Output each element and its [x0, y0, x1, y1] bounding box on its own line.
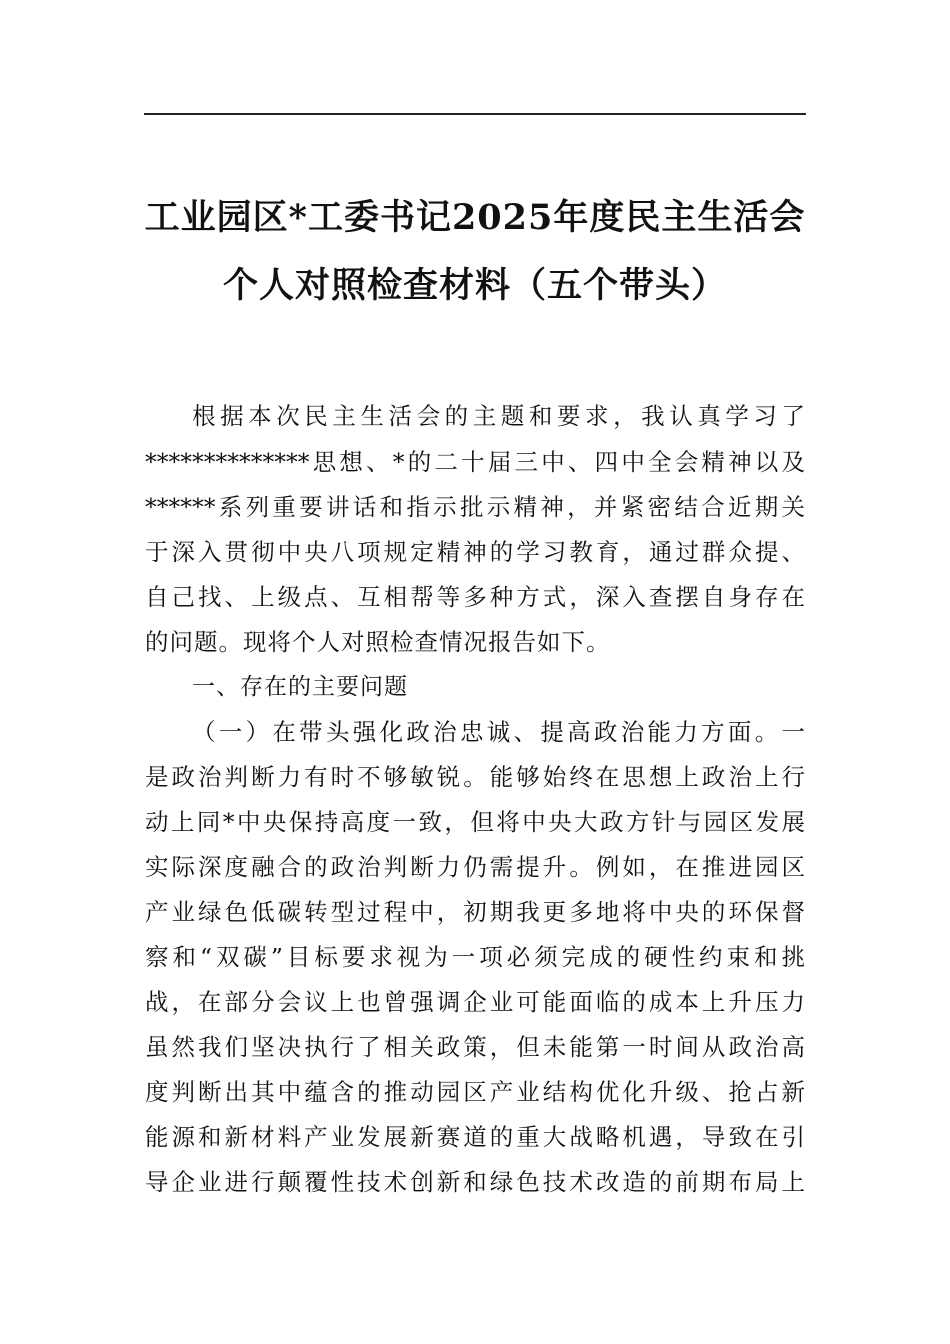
- title-line-2: 个人对照检查材料（五个带头）: [222, 265, 727, 306]
- title-line-1: 工业园区*工委书记2025年度民主生活会: [144, 197, 806, 238]
- body-line-7: 战，在部分会议上也曾强调企业可能面临的成本上升压力: [145, 988, 805, 1016]
- intro-line-6: 的问题。现将个人对照检查情况报告如下。: [145, 628, 611, 656]
- intro-line-1: 根据本次民主生活会的主题和要求，我认真学习了: [192, 402, 805, 430]
- body-line-3: 动上同*中央保持高度一致，但将中央大政方针与园区发展: [145, 808, 805, 836]
- intro-line-5: 自己找、上级点、互相帮等多种方式，深入查摆自身存在: [145, 583, 805, 611]
- intro-line-2: **************思想、*的二十届三中、四中全会精神以及: [145, 448, 805, 476]
- header-rule: [144, 113, 806, 115]
- body-line-9: 度判断出其中蕴含的推动园区产业结构优化升级、抢占新: [145, 1078, 805, 1106]
- body-line-11: 导企业进行颠覆性技术创新和绿色技术改造的前期布局上: [145, 1168, 805, 1196]
- body-line-2: 是政治判断力有时不够敏锐。能够始终在思想上政治上行: [145, 763, 805, 791]
- body-line-1: （一）在带头强化政治忠诚、提高政治能力方面。一: [192, 718, 805, 746]
- body-line-8: 虽然我们坚决执行了相关政策，但未能第一时间从政治高: [145, 1033, 805, 1061]
- body-line-5: 产业绿色低碳转型过程中，初期我更多地将中央的环保督: [145, 898, 805, 926]
- section-heading: 一、存在的主要问题: [192, 674, 408, 700]
- intro-line-4: 于深入贯彻中央八项规定精神的学习教育，通过群众提、: [145, 538, 805, 566]
- body-line-4: 实际深度融合的政治判断力仍需提升。例如，在推进园区: [145, 853, 805, 881]
- body-line-6: 察和“双碳”目标要求视为一项必须完成的硬性约束和挑: [145, 943, 805, 971]
- intro-line-3: ******系列重要讲话和指示批示精神，并紧密结合近期关: [145, 493, 805, 521]
- body-line-10: 能源和新材料产业发展新赛道的重大战略机遇，导致在引: [145, 1123, 805, 1151]
